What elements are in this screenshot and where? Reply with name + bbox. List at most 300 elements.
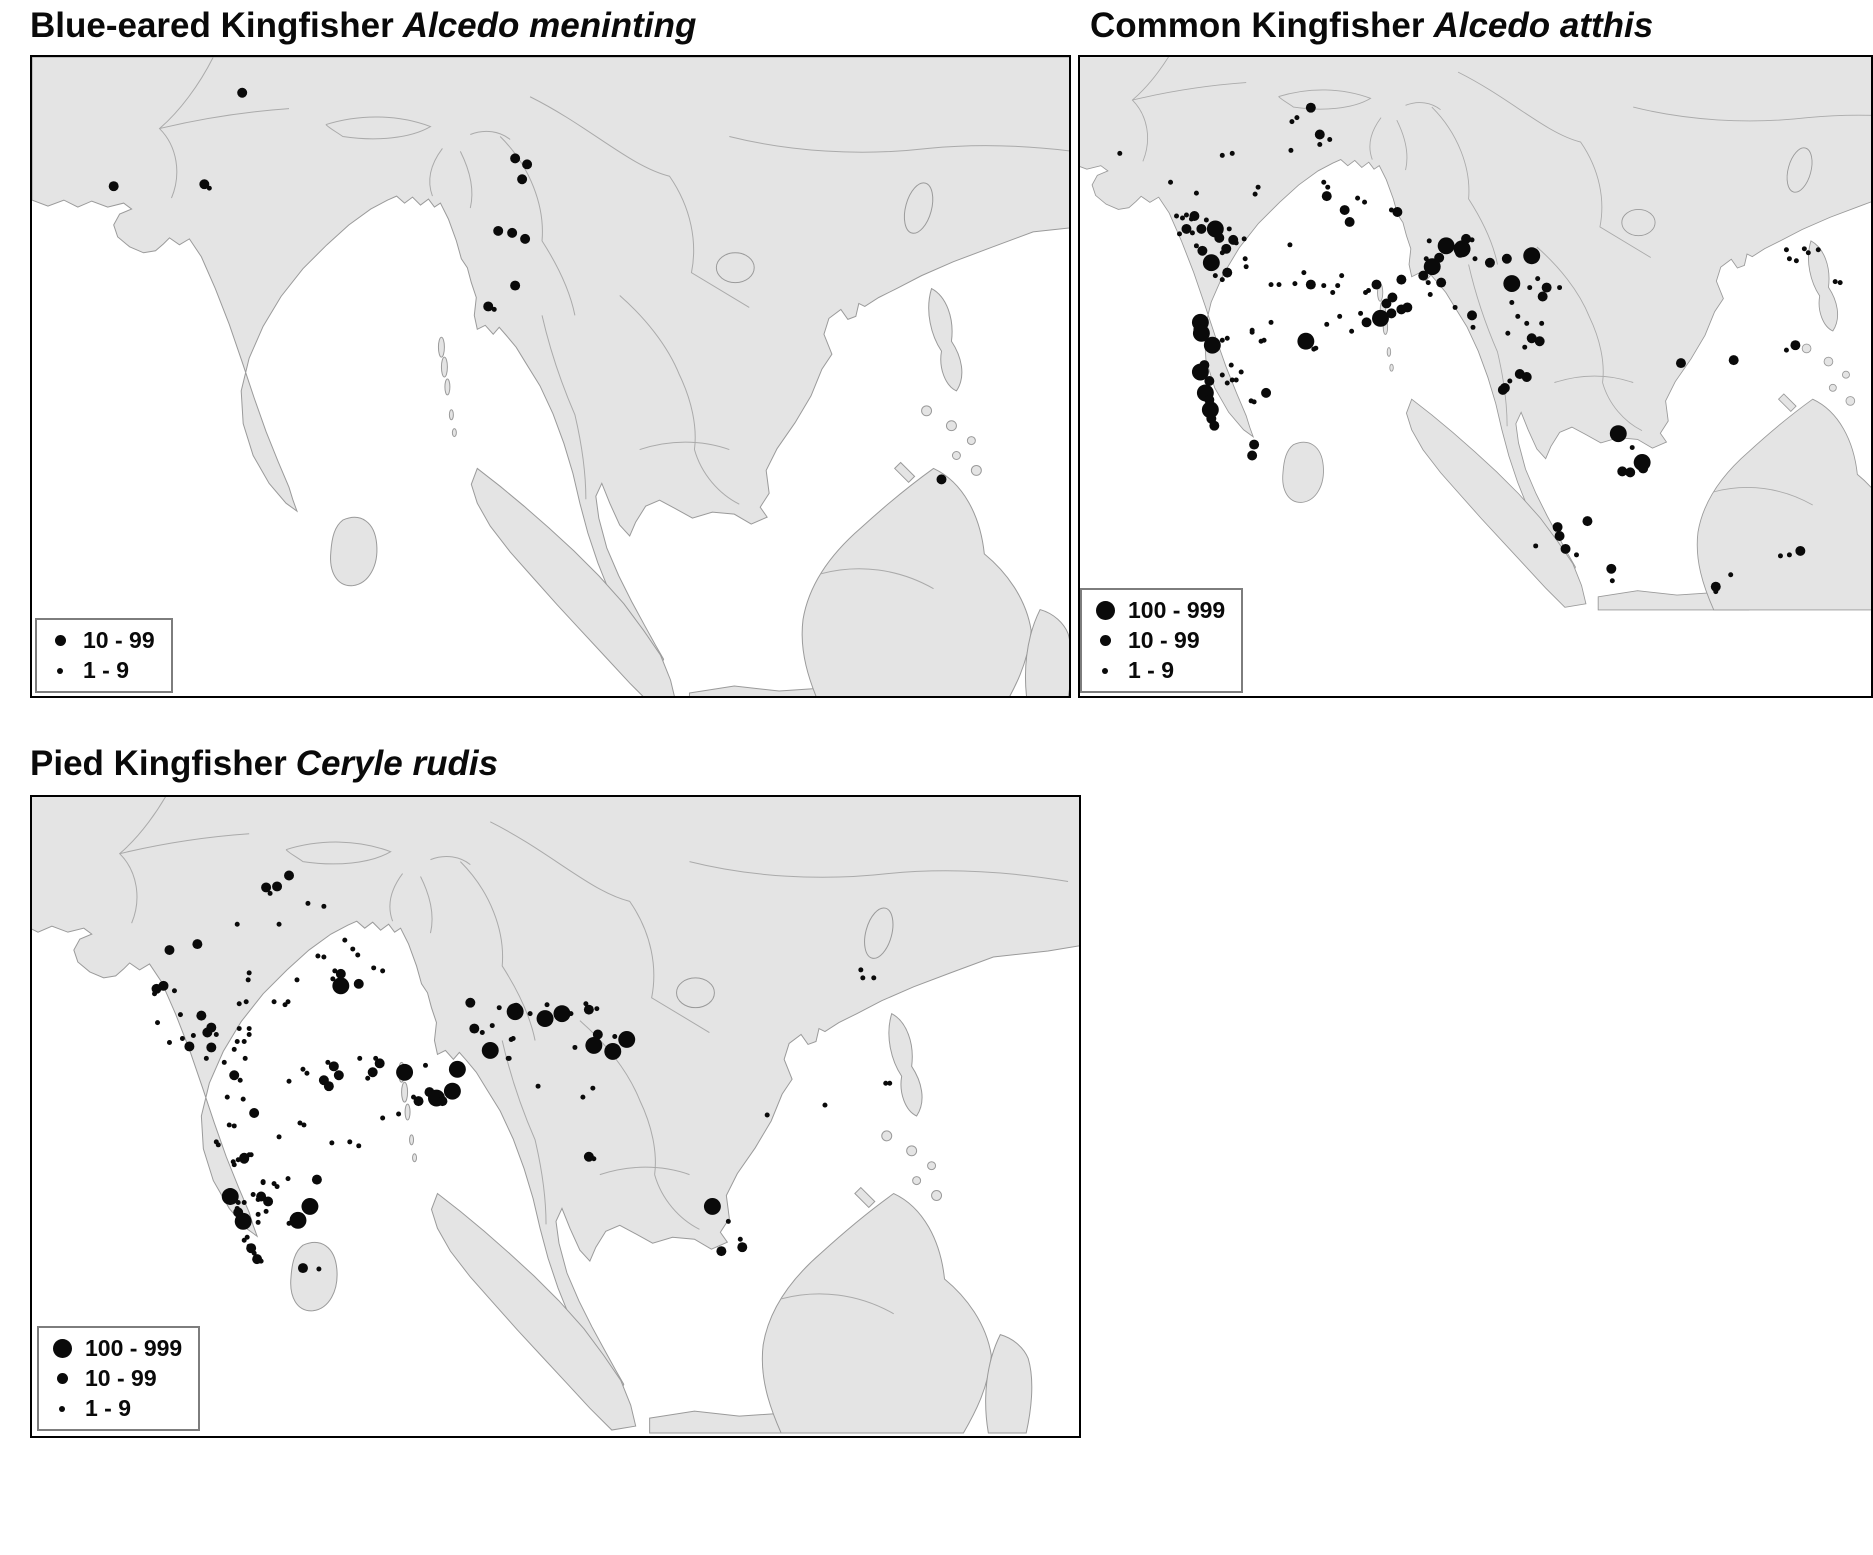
record-dot — [237, 1026, 242, 1031]
record-dot — [1610, 578, 1615, 583]
record-dot — [1574, 552, 1579, 557]
legend-dot-wrap — [1092, 601, 1118, 620]
record-dot — [227, 1122, 232, 1127]
record-dot — [202, 1028, 212, 1038]
record-dot — [1535, 336, 1545, 346]
record-dot — [1806, 250, 1811, 255]
record-dot — [1213, 273, 1218, 278]
record-dot — [1778, 553, 1783, 558]
record-dot — [1327, 137, 1332, 142]
record-dot — [347, 1139, 352, 1144]
record-dot — [585, 1037, 602, 1054]
record-dot — [1471, 325, 1476, 330]
record-dot — [1306, 103, 1316, 113]
record-dot — [1315, 130, 1325, 140]
record-dot — [396, 1064, 413, 1081]
record-dot — [305, 901, 310, 906]
record-dot — [594, 1006, 599, 1011]
record-dot — [1203, 254, 1220, 271]
record-dot — [490, 1023, 495, 1028]
record-dot — [1816, 247, 1821, 252]
record-dot — [1426, 280, 1431, 285]
map-panel-blue-eared — [30, 55, 1071, 698]
record-dot — [1363, 290, 1368, 295]
record-dot — [1509, 300, 1514, 305]
record-dot — [155, 1020, 160, 1025]
record-dot — [483, 301, 493, 311]
record-dot — [1538, 292, 1548, 302]
record-dot — [237, 88, 247, 98]
record-dot — [1243, 256, 1248, 261]
legend-label: 10 - 99 — [85, 1365, 157, 1391]
legend-dot-wrap — [47, 668, 73, 674]
legend-dot-icon — [1100, 635, 1111, 646]
record-dot — [256, 1212, 261, 1217]
record-dot — [554, 1005, 571, 1022]
record-dot — [167, 1040, 172, 1045]
record-dot — [528, 1011, 533, 1016]
record-dot — [324, 1081, 334, 1091]
record-dot — [1436, 278, 1446, 288]
record-dot — [590, 1086, 595, 1091]
record-dot — [704, 1198, 721, 1215]
record-dot — [243, 1056, 248, 1061]
record-dot — [300, 1067, 305, 1072]
record-dot — [1503, 275, 1520, 292]
record-dot — [1253, 192, 1258, 197]
record-dot — [1209, 421, 1219, 431]
record-dot — [311, 1201, 316, 1206]
record-dot — [1362, 317, 1372, 327]
distribution-map-blue-eared — [32, 57, 1069, 696]
legend-row — [47, 627, 155, 654]
record-dot — [1252, 399, 1257, 404]
record-dot — [1220, 153, 1225, 158]
record-dot — [1256, 185, 1261, 190]
record-dot — [312, 1175, 322, 1185]
record-dot — [1542, 283, 1552, 293]
record-dot — [1498, 385, 1508, 395]
scientific-name: Alcedo atthis — [1433, 6, 1654, 45]
record-dot — [236, 1200, 241, 1205]
record-dot — [180, 1036, 185, 1041]
record-dot — [152, 991, 157, 996]
record-dot — [109, 181, 119, 191]
record-dot — [591, 1156, 596, 1161]
record-dot — [1362, 200, 1367, 205]
record-dot — [1317, 142, 1322, 147]
record-dot — [242, 1039, 247, 1044]
record-dot — [235, 1213, 252, 1230]
record-dot — [261, 1179, 266, 1184]
legend-dot-icon — [57, 668, 63, 674]
record-dot — [196, 1011, 206, 1021]
record-dot — [580, 1095, 585, 1100]
record-dot — [1453, 305, 1458, 310]
record-dot — [350, 947, 355, 952]
record-dot — [1220, 250, 1225, 255]
record-dot — [1784, 348, 1789, 353]
record-dot — [1174, 214, 1179, 219]
legend-dot-wrap — [49, 1373, 75, 1384]
record-dot — [1522, 372, 1532, 382]
record-dot — [1507, 378, 1512, 383]
map-panel-common — [1078, 55, 1873, 698]
record-dot — [298, 1263, 308, 1273]
record-dot — [1630, 445, 1635, 450]
record-dot — [568, 1011, 573, 1016]
record-dot — [1505, 331, 1510, 336]
legend-label: 10 - 99 — [83, 627, 155, 653]
legend-dot-icon — [55, 635, 66, 646]
record-dot — [1181, 224, 1191, 234]
record-dot — [1288, 148, 1293, 153]
legend-dot-icon — [1102, 668, 1108, 674]
record-dot — [304, 1071, 309, 1076]
record-dot — [1515, 314, 1520, 319]
record-dot — [469, 1024, 479, 1034]
legend-common — [1080, 588, 1243, 693]
record-dot — [510, 153, 520, 163]
record-dot — [1184, 213, 1189, 218]
record-dot — [272, 881, 282, 891]
record-dot — [235, 1039, 240, 1044]
record-dot — [1301, 270, 1306, 275]
record-dot — [726, 1219, 731, 1224]
record-dot — [536, 1084, 541, 1089]
record-dot — [1470, 237, 1475, 242]
record-dot — [1297, 333, 1314, 350]
legend-dot-wrap — [49, 1406, 75, 1412]
record-dot — [321, 904, 326, 909]
record-dot — [316, 1267, 321, 1272]
record-dot — [1287, 242, 1292, 247]
record-dot — [1790, 340, 1800, 350]
record-dot — [572, 1045, 577, 1050]
record-dot — [207, 186, 212, 191]
record-dot — [301, 1198, 318, 1215]
legend-row — [49, 1365, 182, 1392]
record-dot — [1396, 275, 1406, 285]
record-dot — [618, 1031, 635, 1048]
record-dot — [239, 1154, 249, 1164]
record-dot — [1625, 467, 1635, 477]
record-dot — [356, 1143, 361, 1148]
record-dot — [1340, 205, 1350, 215]
record-dot — [342, 938, 347, 943]
record-dot — [290, 1212, 307, 1229]
record-dot — [1787, 256, 1792, 261]
legend-label: 1 - 9 — [1128, 657, 1175, 683]
record-dot — [1838, 280, 1843, 285]
legend-pied — [37, 1326, 200, 1431]
record-dot — [1561, 544, 1571, 554]
legend-row — [1092, 627, 1225, 654]
legend-dot-icon — [1096, 601, 1115, 620]
record-dot — [1204, 337, 1221, 354]
record-dot — [275, 1184, 280, 1189]
record-dot — [1168, 180, 1173, 185]
record-dot — [1713, 589, 1718, 594]
record-dot — [492, 307, 497, 312]
record-dot — [216, 1142, 221, 1147]
record-dot — [357, 1056, 362, 1061]
record-dot — [164, 945, 174, 955]
record-dot — [1794, 258, 1799, 263]
scientific-name: Alcedo meninting — [402, 6, 697, 45]
common-name: Blue-eared Kingfisher — [30, 6, 394, 45]
record-dot — [1337, 314, 1342, 319]
record-dot — [1229, 363, 1234, 368]
record-dot — [1582, 516, 1592, 526]
legend-blue-eared — [35, 618, 173, 693]
record-dot — [1533, 543, 1538, 548]
record-dot — [1197, 246, 1207, 256]
record-dot — [1787, 552, 1792, 557]
record-dot — [520, 234, 530, 244]
record-dot — [860, 975, 865, 980]
record-dot — [334, 1070, 344, 1080]
record-dot — [604, 1043, 621, 1060]
record-dot — [414, 1096, 424, 1106]
record-dot — [423, 1063, 428, 1068]
record-dot — [1784, 247, 1789, 252]
record-dot — [192, 939, 202, 949]
record-dot — [286, 999, 291, 1004]
record-dot — [507, 228, 517, 238]
record-dot — [1325, 185, 1330, 190]
legend-dot-wrap — [49, 1339, 75, 1358]
record-dot — [737, 1242, 747, 1252]
record-dot — [1277, 282, 1282, 287]
record-dot — [268, 891, 273, 896]
record-dot — [1244, 264, 1249, 269]
record-dot — [287, 1221, 292, 1226]
record-dot — [1239, 370, 1244, 375]
record-dot — [1553, 522, 1563, 532]
record-dot — [261, 882, 271, 892]
record-dot — [1372, 280, 1382, 290]
record-dot — [1555, 531, 1565, 541]
record-dot — [1610, 425, 1627, 442]
record-dot — [1242, 236, 1247, 241]
record-dot — [229, 1070, 239, 1080]
record-dot — [1428, 292, 1433, 297]
record-dot — [1339, 273, 1344, 278]
legend-row — [49, 1395, 182, 1422]
record-dot — [1194, 243, 1199, 248]
record-dot — [277, 922, 282, 927]
record-dot — [537, 1010, 554, 1027]
record-dot — [765, 1113, 770, 1118]
record-dot — [184, 1041, 194, 1051]
record-dot — [231, 1159, 236, 1164]
record-dot — [1372, 310, 1389, 327]
map-title-blue-eared — [30, 6, 696, 46]
record-dot — [1355, 196, 1360, 201]
record-dot — [247, 1026, 252, 1031]
record-dot — [584, 1005, 594, 1015]
record-dot — [1389, 208, 1394, 213]
record-dot — [1358, 311, 1363, 316]
record-dot — [191, 1033, 196, 1038]
map-title-pied — [30, 744, 498, 784]
legend-label: 10 - 99 — [1128, 627, 1200, 653]
record-dot — [354, 979, 364, 989]
record-dot — [1259, 339, 1264, 344]
legend-dot-icon — [53, 1339, 72, 1358]
record-dot — [1638, 463, 1648, 473]
record-dot — [493, 226, 503, 236]
record-dot — [1381, 298, 1391, 308]
record-dot — [1214, 233, 1224, 243]
record-dot — [1180, 216, 1185, 221]
record-dot — [1220, 338, 1225, 343]
record-dot — [497, 1005, 502, 1010]
record-dot — [1473, 256, 1478, 261]
record-dot — [249, 1108, 259, 1118]
record-dot — [1234, 377, 1239, 382]
map-panel-pied — [30, 795, 1081, 1438]
record-dot — [1461, 234, 1471, 244]
record-dot — [1467, 310, 1477, 320]
record-dot — [1535, 276, 1540, 281]
record-dot — [444, 1083, 461, 1100]
record-dot — [1269, 320, 1274, 325]
legend-row — [1092, 597, 1225, 624]
record-dot — [1345, 217, 1355, 227]
record-dot — [287, 1079, 292, 1084]
record-dot — [1321, 180, 1326, 185]
record-dot — [1230, 151, 1235, 156]
record-dot — [506, 1056, 511, 1061]
record-dot — [1306, 280, 1316, 290]
record-dot — [1177, 231, 1182, 236]
record-dot — [235, 922, 240, 927]
record-dot — [1322, 191, 1332, 201]
record-dot — [238, 1078, 243, 1083]
record-dot — [1330, 290, 1335, 295]
record-dot — [242, 1200, 247, 1205]
record-dot — [1249, 440, 1259, 450]
record-dot — [214, 1032, 219, 1037]
record-dot — [1194, 191, 1199, 196]
record-dot — [465, 998, 475, 1008]
record-dot — [232, 1047, 237, 1052]
record-dot — [371, 965, 376, 970]
record-dot — [1289, 119, 1294, 124]
record-dot — [1729, 355, 1739, 365]
record-dot — [1189, 211, 1199, 221]
record-dot — [858, 967, 863, 972]
record-dot — [380, 968, 385, 973]
record-dot — [1220, 277, 1225, 282]
legend-dot-icon — [57, 1373, 68, 1384]
record-dot — [1117, 151, 1122, 156]
record-dot — [1524, 321, 1529, 326]
legend-dot-wrap — [1092, 635, 1118, 646]
record-dot — [1225, 336, 1230, 341]
record-dot — [396, 1112, 401, 1117]
record-dot — [204, 1056, 209, 1061]
record-dot — [1392, 207, 1402, 217]
scientific-name: Ceryle rudis — [295, 744, 499, 783]
record-dot — [1676, 358, 1686, 368]
legend-label: 100 - 999 — [1128, 597, 1226, 623]
record-dot — [437, 1096, 447, 1106]
base-map — [32, 57, 1069, 696]
record-dot — [1321, 283, 1326, 288]
record-dot — [321, 955, 326, 960]
record-dot — [1247, 451, 1257, 461]
legend-row — [49, 1335, 182, 1362]
legend-label: 100 - 999 — [85, 1335, 183, 1361]
record-dot — [1795, 546, 1805, 556]
record-dot — [449, 1061, 466, 1078]
record-dot — [1523, 247, 1540, 264]
record-dot — [329, 1140, 334, 1145]
record-dot — [1418, 271, 1428, 281]
record-dot — [1438, 237, 1455, 254]
record-dot — [1349, 329, 1354, 334]
legend-dot-wrap — [1092, 668, 1118, 674]
record-dot — [244, 999, 249, 1004]
record-dot — [1311, 347, 1316, 352]
record-dot — [1225, 380, 1230, 385]
record-dot — [368, 1067, 378, 1077]
record-dot — [251, 1192, 256, 1197]
record-dot — [301, 1122, 306, 1127]
record-dot — [1190, 230, 1195, 235]
record-dot — [1222, 268, 1232, 278]
record-dot — [242, 1238, 247, 1243]
common-name: Pied Kingfisher — [30, 744, 287, 783]
record-dot — [329, 1061, 339, 1071]
record-dot — [1269, 282, 1274, 287]
record-dot — [247, 1032, 252, 1037]
record-dot — [1522, 345, 1527, 350]
record-dot — [206, 1042, 216, 1052]
record-dot — [1802, 246, 1807, 251]
common-name: Common Kingfisher — [1090, 6, 1425, 45]
record-dot — [272, 999, 277, 1004]
record-dot — [178, 1012, 183, 1017]
record-dot — [241, 1097, 246, 1102]
record-dot — [1427, 238, 1432, 243]
record-dot — [545, 1002, 550, 1007]
record-dot — [511, 1003, 521, 1013]
record-dot — [1220, 373, 1225, 378]
legend-row — [1092, 657, 1225, 684]
record-dot — [259, 1259, 264, 1264]
record-dot — [256, 1220, 261, 1225]
record-dot — [1294, 115, 1299, 120]
record-dot — [355, 953, 360, 958]
record-dot — [1728, 572, 1733, 577]
record-dot — [1292, 281, 1297, 286]
record-dot — [887, 1081, 892, 1086]
record-dot — [1261, 388, 1271, 398]
record-dot — [247, 970, 252, 975]
record-dot — [375, 1058, 385, 1068]
record-dot — [1502, 254, 1512, 264]
record-dot — [738, 1237, 743, 1242]
record-dot — [1204, 376, 1214, 386]
record-dot — [1335, 283, 1340, 288]
record-dot — [225, 1095, 230, 1100]
record-dot — [1606, 564, 1616, 574]
record-dot — [937, 474, 947, 484]
